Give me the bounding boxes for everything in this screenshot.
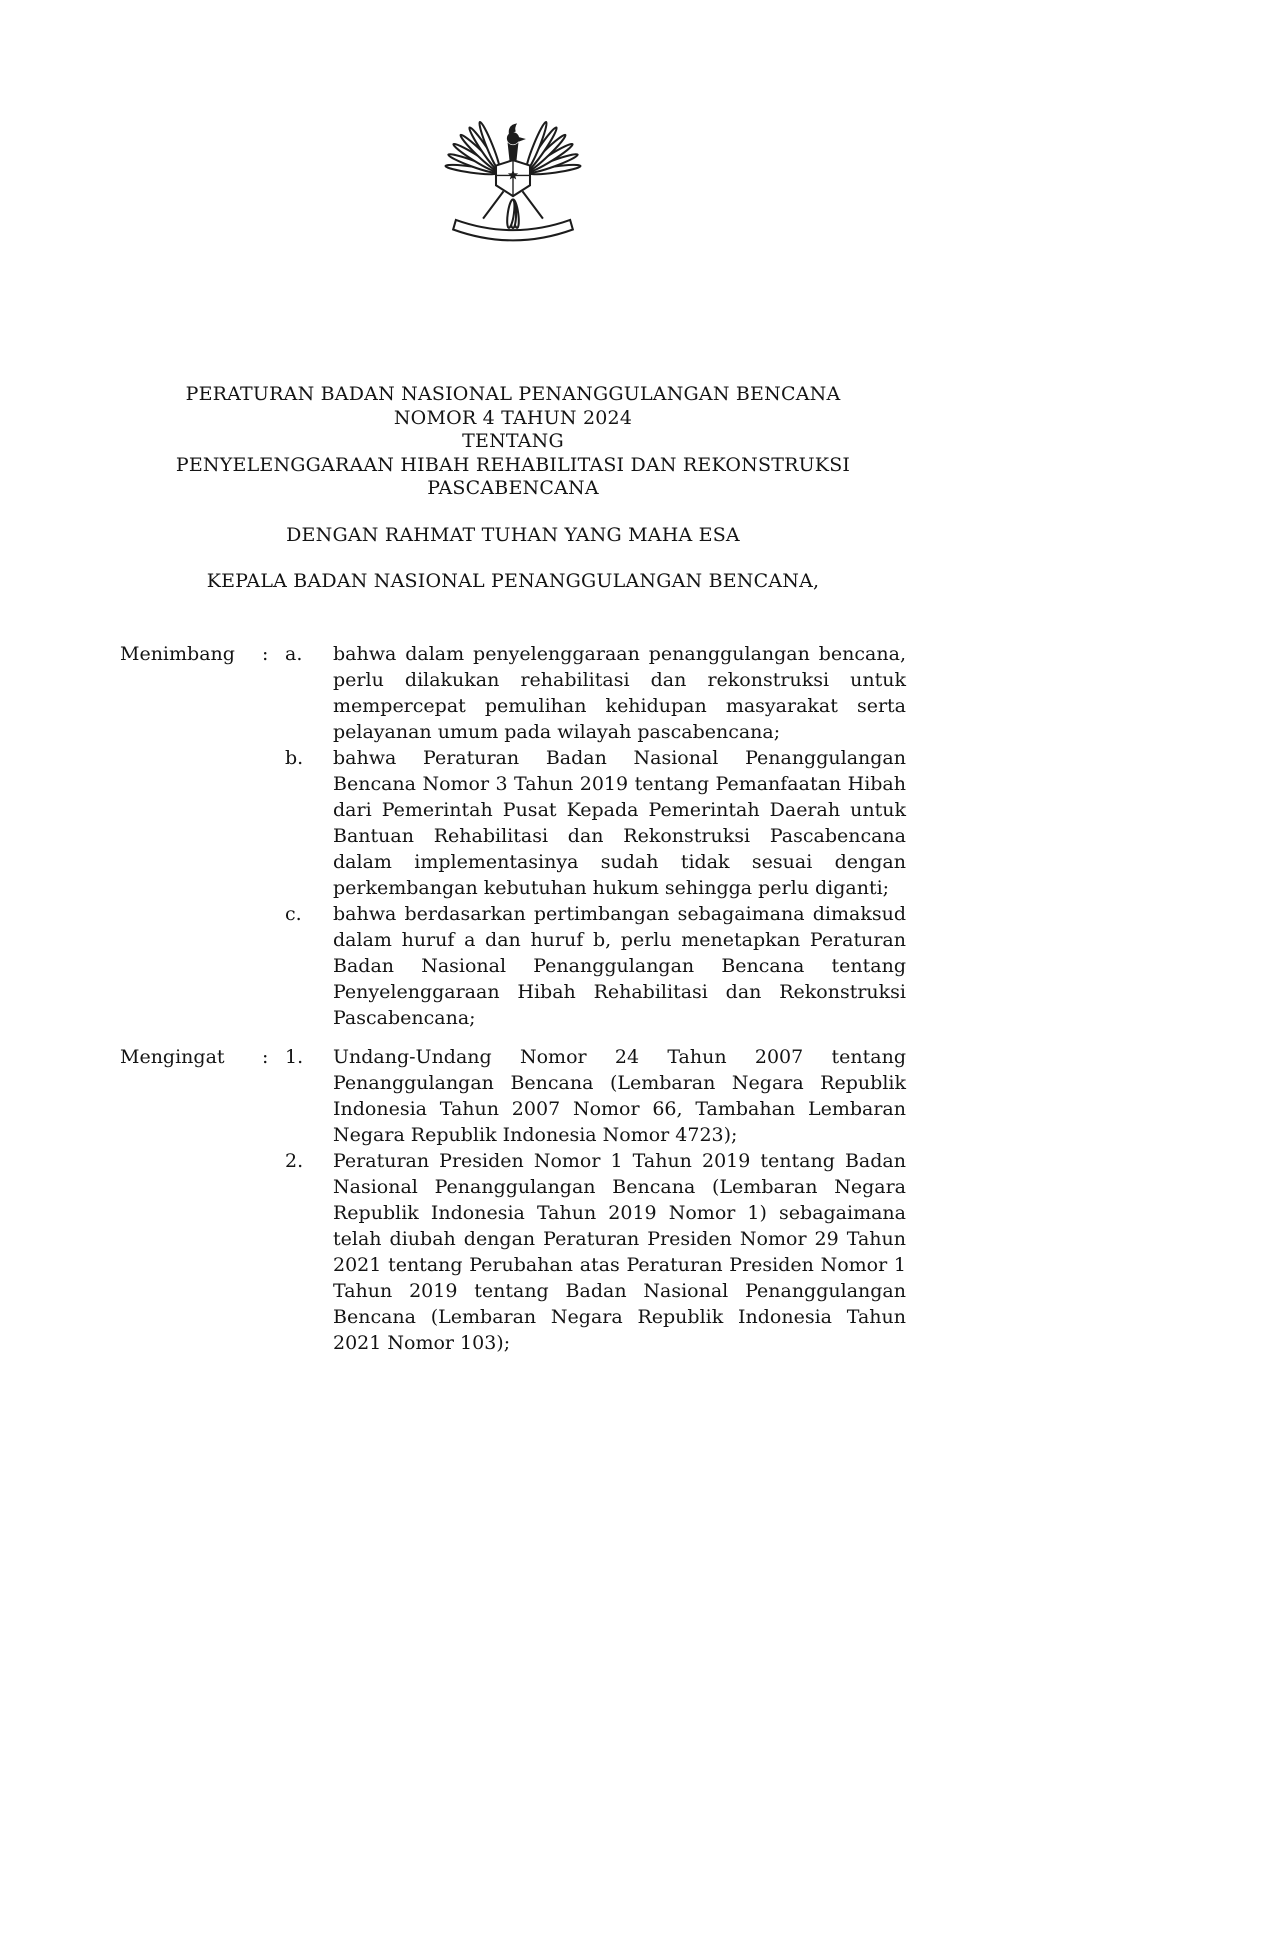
section-menimbang (120, 641, 906, 1031)
garuda-pancasila-emblem (120, 103, 906, 256)
title-line-1: PERATURAN BADAN NASIONAL PENANGGULANGAN BENCANA (185, 383, 841, 405)
section-mengingat (120, 1044, 906, 1356)
section-colon: : (262, 1045, 269, 1068)
document-title-block (120, 383, 906, 501)
consideration-item-c (285, 901, 906, 1031)
item-text: bahwa dalam penyelenggaraan penanggulangan bencana, perlu dilakukan rehabilitasi dan rekonstruksi untuk mempercepat pemulihan kehidupan masyarakat serta pelayanan umum pada wilayah pascabencana; (333, 642, 906, 743)
item-marker: c. (285, 902, 302, 925)
section-items (285, 1044, 906, 1356)
item-marker: a. (285, 642, 303, 665)
garuda-emblem-icon (438, 103, 588, 256)
item-text: Undang-Undang Nomor 24 Tahun 2007 tentang Penanggulangan Bencana (Lembaran Negara Republik Indonesia Tahun 2007 Nomor 66, Tambahan Lembaran Negara Republik Indonesia Nomor 4723); (333, 1045, 906, 1146)
title-line-4: PENYELENGGARAAN HIBAH REHABILITASI DAN REKONSTRUKSI (175, 453, 851, 476)
item-marker: 1. (285, 1045, 304, 1068)
legal-basis-item-1 (285, 1044, 906, 1148)
document-content (120, 0, 906, 1356)
title-line-5: PASCABENCANA (427, 477, 599, 499)
item-text: bahwa Peraturan Badan Nasional Penanggulangan Bencana Nomor 3 Tahun 2019 tentang Pemanfaatan Hibah dari Pemerintah Pusat Kepada Pemerintah Daerah untuk Bantuan Rehabilitasi dan Rekonstruksi Pascabencana dalam implementasinya sudah tidak sesuai dengan perkembangan kebutuhan hukum sehingga perlu diganti; (333, 746, 906, 899)
item-text: bahwa berdasarkan pertimbangan sebagaimana dimaksud dalam huruf a dan huruf b, perlu menetapkan Peraturan Badan Nasional Penanggulangan Bencana tentang Penyelenggaraan Hibah Rehabilitasi dan Rekonstruksi Pascabencana; (333, 902, 906, 1029)
consideration-item-b (285, 745, 906, 901)
item-marker: b. (285, 746, 304, 769)
item-marker: 2. (285, 1149, 304, 1172)
legal-basis-item-2 (285, 1148, 906, 1356)
issuer-line: KEPALA BADAN NASIONAL PENANGGULANGAN BENCANA, (206, 570, 820, 592)
invocation-line: DENGAN RAHMAT TUHAN YANG MAHA ESA (286, 523, 740, 546)
section-colon: : (262, 642, 269, 665)
section-label: Menimbang (120, 642, 235, 665)
item-text: Peraturan Presiden Nomor 1 Tahun 2019 tentang Badan Nasional Penanggulangan Bencana (Lembaran Negara Republik Indonesia Tahun 2019 Nomor 1) sebagaimana telah diubah dengan Peraturan Presiden Nomor 29 Tahun 2021 tentang Perubahan atas Peraturan Presiden Nomor 1 Tahun 2019 tentang Badan Nasional Penanggulangan Bencana (Lembaran Negara Republik Indonesia Tahun 2021 Nomor 103); (333, 1149, 906, 1354)
title-line-3: TENTANG (462, 430, 564, 452)
consideration-item-a (285, 641, 906, 745)
section-label: Mengingat (120, 1045, 225, 1068)
title-line-2: NOMOR 4 TAHUN 2024 (393, 406, 633, 429)
section-items (285, 641, 906, 1031)
